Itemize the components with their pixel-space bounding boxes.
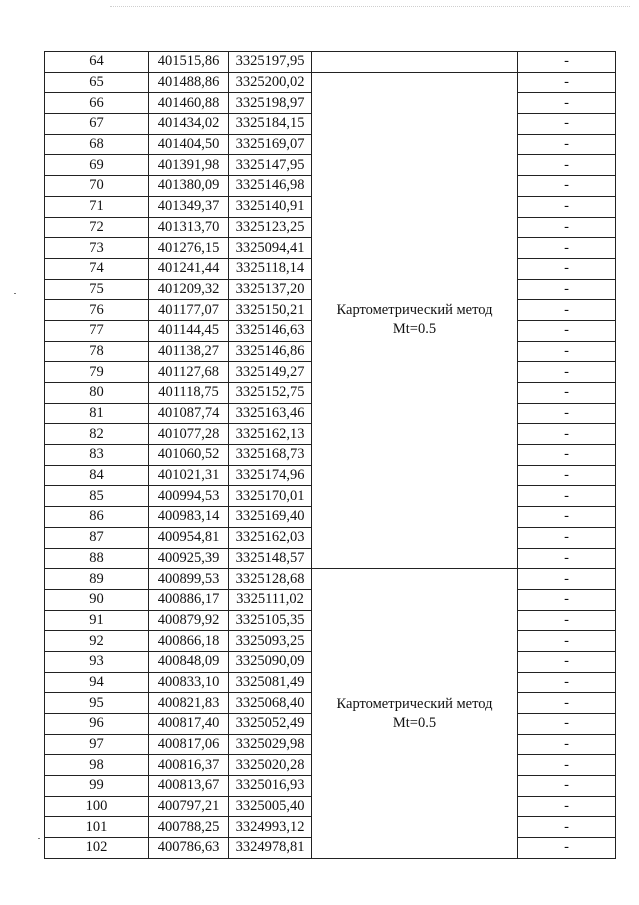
point-number: 88 — [45, 548, 149, 569]
coord-x: 401276,15 — [149, 238, 229, 259]
dash-cell: - — [518, 589, 616, 610]
point-number: 87 — [45, 527, 149, 548]
method-accuracy: Mt=0.5 — [392, 714, 437, 731]
dash-cell: - — [518, 486, 616, 507]
coord-x: 401118,75 — [149, 383, 229, 404]
dash-cell: - — [518, 838, 616, 859]
coord-x: 401060,52 — [149, 445, 229, 466]
coord-y: 3325197,95 — [229, 52, 312, 73]
coord-y: 3325029,98 — [229, 734, 312, 755]
point-number: 84 — [45, 465, 149, 486]
coord-y: 3325168,73 — [229, 445, 312, 466]
coord-y: 3324978,81 — [229, 838, 312, 859]
scan-speck — [38, 838, 40, 839]
coord-x: 401404,50 — [149, 134, 229, 155]
coord-y: 3325123,25 — [229, 217, 312, 238]
coord-y: 3325005,40 — [229, 796, 312, 817]
coord-y: 3325105,35 — [229, 610, 312, 631]
coord-y: 3325169,07 — [229, 134, 312, 155]
point-number: 86 — [45, 507, 149, 528]
dash-cell: - — [518, 279, 616, 300]
coord-y: 3325162,13 — [229, 424, 312, 445]
point-number: 89 — [45, 569, 149, 590]
dash-cell: - — [518, 631, 616, 652]
method-cell-empty — [312, 52, 518, 73]
coord-x: 401144,45 — [149, 320, 229, 341]
dash-cell: - — [518, 610, 616, 631]
coord-y: 3325149,27 — [229, 362, 312, 383]
point-number: 95 — [45, 693, 149, 714]
coord-x: 400848,09 — [149, 651, 229, 672]
coord-x: 400813,67 — [149, 776, 229, 797]
dash-cell: - — [518, 238, 616, 259]
point-number: 77 — [45, 320, 149, 341]
point-number: 83 — [45, 445, 149, 466]
coord-x: 400788,25 — [149, 817, 229, 838]
dash-cell: - — [518, 72, 616, 93]
table-row — [45, 569, 616, 590]
coord-y: 3325068,40 — [229, 693, 312, 714]
dash-cell: - — [518, 672, 616, 693]
coord-x: 401391,98 — [149, 155, 229, 176]
coord-y: 3325152,75 — [229, 383, 312, 404]
point-number: 70 — [45, 176, 149, 197]
dash-cell: - — [518, 527, 616, 548]
coord-x: 401077,28 — [149, 424, 229, 445]
point-number: 80 — [45, 383, 149, 404]
point-number: 99 — [45, 776, 149, 797]
coord-y: 3325016,93 — [229, 776, 312, 797]
coord-y: 3324993,12 — [229, 817, 312, 838]
coord-y: 3325146,98 — [229, 176, 312, 197]
coord-x: 401460,88 — [149, 93, 229, 114]
coord-y: 3325093,25 — [229, 631, 312, 652]
dash-cell: - — [518, 734, 616, 755]
coord-y: 3325170,01 — [229, 486, 312, 507]
scan-artifact-line — [110, 6, 630, 7]
coord-x: 401177,07 — [149, 300, 229, 321]
point-number: 79 — [45, 362, 149, 383]
coord-y: 3325081,49 — [229, 672, 312, 693]
coord-y: 3325128,68 — [229, 569, 312, 590]
coord-x: 400797,21 — [149, 796, 229, 817]
point-number: 72 — [45, 217, 149, 238]
coord-x: 400994,53 — [149, 486, 229, 507]
dash-cell: - — [518, 796, 616, 817]
dash-cell: - — [518, 93, 616, 114]
coord-x: 400821,83 — [149, 693, 229, 714]
coord-x: 401488,86 — [149, 72, 229, 93]
coordinates-table-body — [45, 52, 616, 859]
method-cell — [312, 569, 518, 859]
coord-y: 3325200,02 — [229, 72, 312, 93]
dash-cell: - — [518, 569, 616, 590]
dash-cell: - — [518, 320, 616, 341]
coord-y: 3325118,14 — [229, 258, 312, 279]
coord-y: 3325163,46 — [229, 403, 312, 424]
point-number: 98 — [45, 755, 149, 776]
coord-x: 400817,06 — [149, 734, 229, 755]
point-number: 67 — [45, 114, 149, 135]
scan-speck — [14, 293, 16, 294]
coord-y: 3325169,40 — [229, 507, 312, 528]
dash-cell: - — [518, 196, 616, 217]
point-number: 75 — [45, 279, 149, 300]
method-accuracy: Mt=0.5 — [392, 321, 437, 338]
coord-y: 3325052,49 — [229, 714, 312, 735]
table-row — [45, 72, 616, 93]
point-number: 100 — [45, 796, 149, 817]
coord-x: 400866,18 — [149, 631, 229, 652]
coord-x: 400817,40 — [149, 714, 229, 735]
point-number: 82 — [45, 424, 149, 445]
dash-cell: - — [518, 817, 616, 838]
dash-cell: - — [518, 445, 616, 466]
dash-cell: - — [518, 176, 616, 197]
dash-cell: - — [518, 341, 616, 362]
coord-y: 3325020,28 — [229, 755, 312, 776]
point-number: 90 — [45, 589, 149, 610]
dash-cell: - — [518, 300, 616, 321]
dash-cell: - — [518, 258, 616, 279]
dash-cell: - — [518, 114, 616, 135]
point-number: 71 — [45, 196, 149, 217]
point-number: 65 — [45, 72, 149, 93]
table-row — [45, 52, 616, 73]
coord-x: 401087,74 — [149, 403, 229, 424]
point-number: 68 — [45, 134, 149, 155]
point-number: 92 — [45, 631, 149, 652]
coord-x: 400954,81 — [149, 527, 229, 548]
coord-y: 3325148,57 — [229, 548, 312, 569]
point-number: 85 — [45, 486, 149, 507]
coord-y: 3325150,21 — [229, 300, 312, 321]
dash-cell: - — [518, 383, 616, 404]
dash-cell: - — [518, 362, 616, 383]
point-number: 73 — [45, 238, 149, 259]
coord-x: 401209,32 — [149, 279, 229, 300]
point-number: 91 — [45, 610, 149, 631]
dash-cell: - — [518, 155, 616, 176]
dash-cell: - — [518, 52, 616, 73]
dash-cell: - — [518, 134, 616, 155]
coord-x: 401515,86 — [149, 52, 229, 73]
coord-y: 3325137,20 — [229, 279, 312, 300]
coord-x: 400816,37 — [149, 755, 229, 776]
point-number: 64 — [45, 52, 149, 73]
dash-cell: - — [518, 776, 616, 797]
point-number: 93 — [45, 651, 149, 672]
coord-y: 3325146,86 — [229, 341, 312, 362]
coord-y: 3325162,03 — [229, 527, 312, 548]
dash-cell: - — [518, 714, 616, 735]
coord-x: 400833,10 — [149, 672, 229, 693]
coord-y: 3325146,63 — [229, 320, 312, 341]
coord-x: 400879,92 — [149, 610, 229, 631]
dash-cell: - — [518, 424, 616, 445]
method-cell — [312, 72, 518, 569]
dash-cell: - — [518, 217, 616, 238]
dash-cell: - — [518, 755, 616, 776]
method-name: Картометрический метод — [336, 302, 493, 319]
coord-y: 3325184,15 — [229, 114, 312, 135]
dash-cell: - — [518, 403, 616, 424]
point-number: 101 — [45, 817, 149, 838]
coord-x: 400983,14 — [149, 507, 229, 528]
coord-x: 400786,63 — [149, 838, 229, 859]
coord-x: 401434,02 — [149, 114, 229, 135]
coord-y: 3325174,96 — [229, 465, 312, 486]
point-number: 81 — [45, 403, 149, 424]
coord-x: 401021,31 — [149, 465, 229, 486]
coord-x: 401138,27 — [149, 341, 229, 362]
coord-y: 3325198,97 — [229, 93, 312, 114]
point-number: 69 — [45, 155, 149, 176]
coord-x: 401127,68 — [149, 362, 229, 383]
point-number: 78 — [45, 341, 149, 362]
coord-x: 401241,44 — [149, 258, 229, 279]
dash-cell: - — [518, 548, 616, 569]
coord-x: 400925,39 — [149, 548, 229, 569]
coordinates-table — [44, 51, 616, 859]
point-number: 76 — [45, 300, 149, 321]
point-number: 74 — [45, 258, 149, 279]
point-number: 102 — [45, 838, 149, 859]
coord-x: 400899,53 — [149, 569, 229, 590]
method-name: Картометрический метод — [336, 695, 493, 712]
dash-cell: - — [518, 651, 616, 672]
point-number: 97 — [45, 734, 149, 755]
coord-x: 401380,09 — [149, 176, 229, 197]
point-number: 66 — [45, 93, 149, 114]
coord-x: 401313,70 — [149, 217, 229, 238]
coord-y: 3325090,09 — [229, 651, 312, 672]
point-number: 96 — [45, 714, 149, 735]
coord-y: 3325094,41 — [229, 238, 312, 259]
dash-cell: - — [518, 507, 616, 528]
dash-cell: - — [518, 465, 616, 486]
dash-cell: - — [518, 693, 616, 714]
coord-y: 3325147,95 — [229, 155, 312, 176]
coord-y: 3325140,91 — [229, 196, 312, 217]
point-number: 94 — [45, 672, 149, 693]
coord-x: 400886,17 — [149, 589, 229, 610]
coord-y: 3325111,02 — [229, 589, 312, 610]
coord-x: 401349,37 — [149, 196, 229, 217]
